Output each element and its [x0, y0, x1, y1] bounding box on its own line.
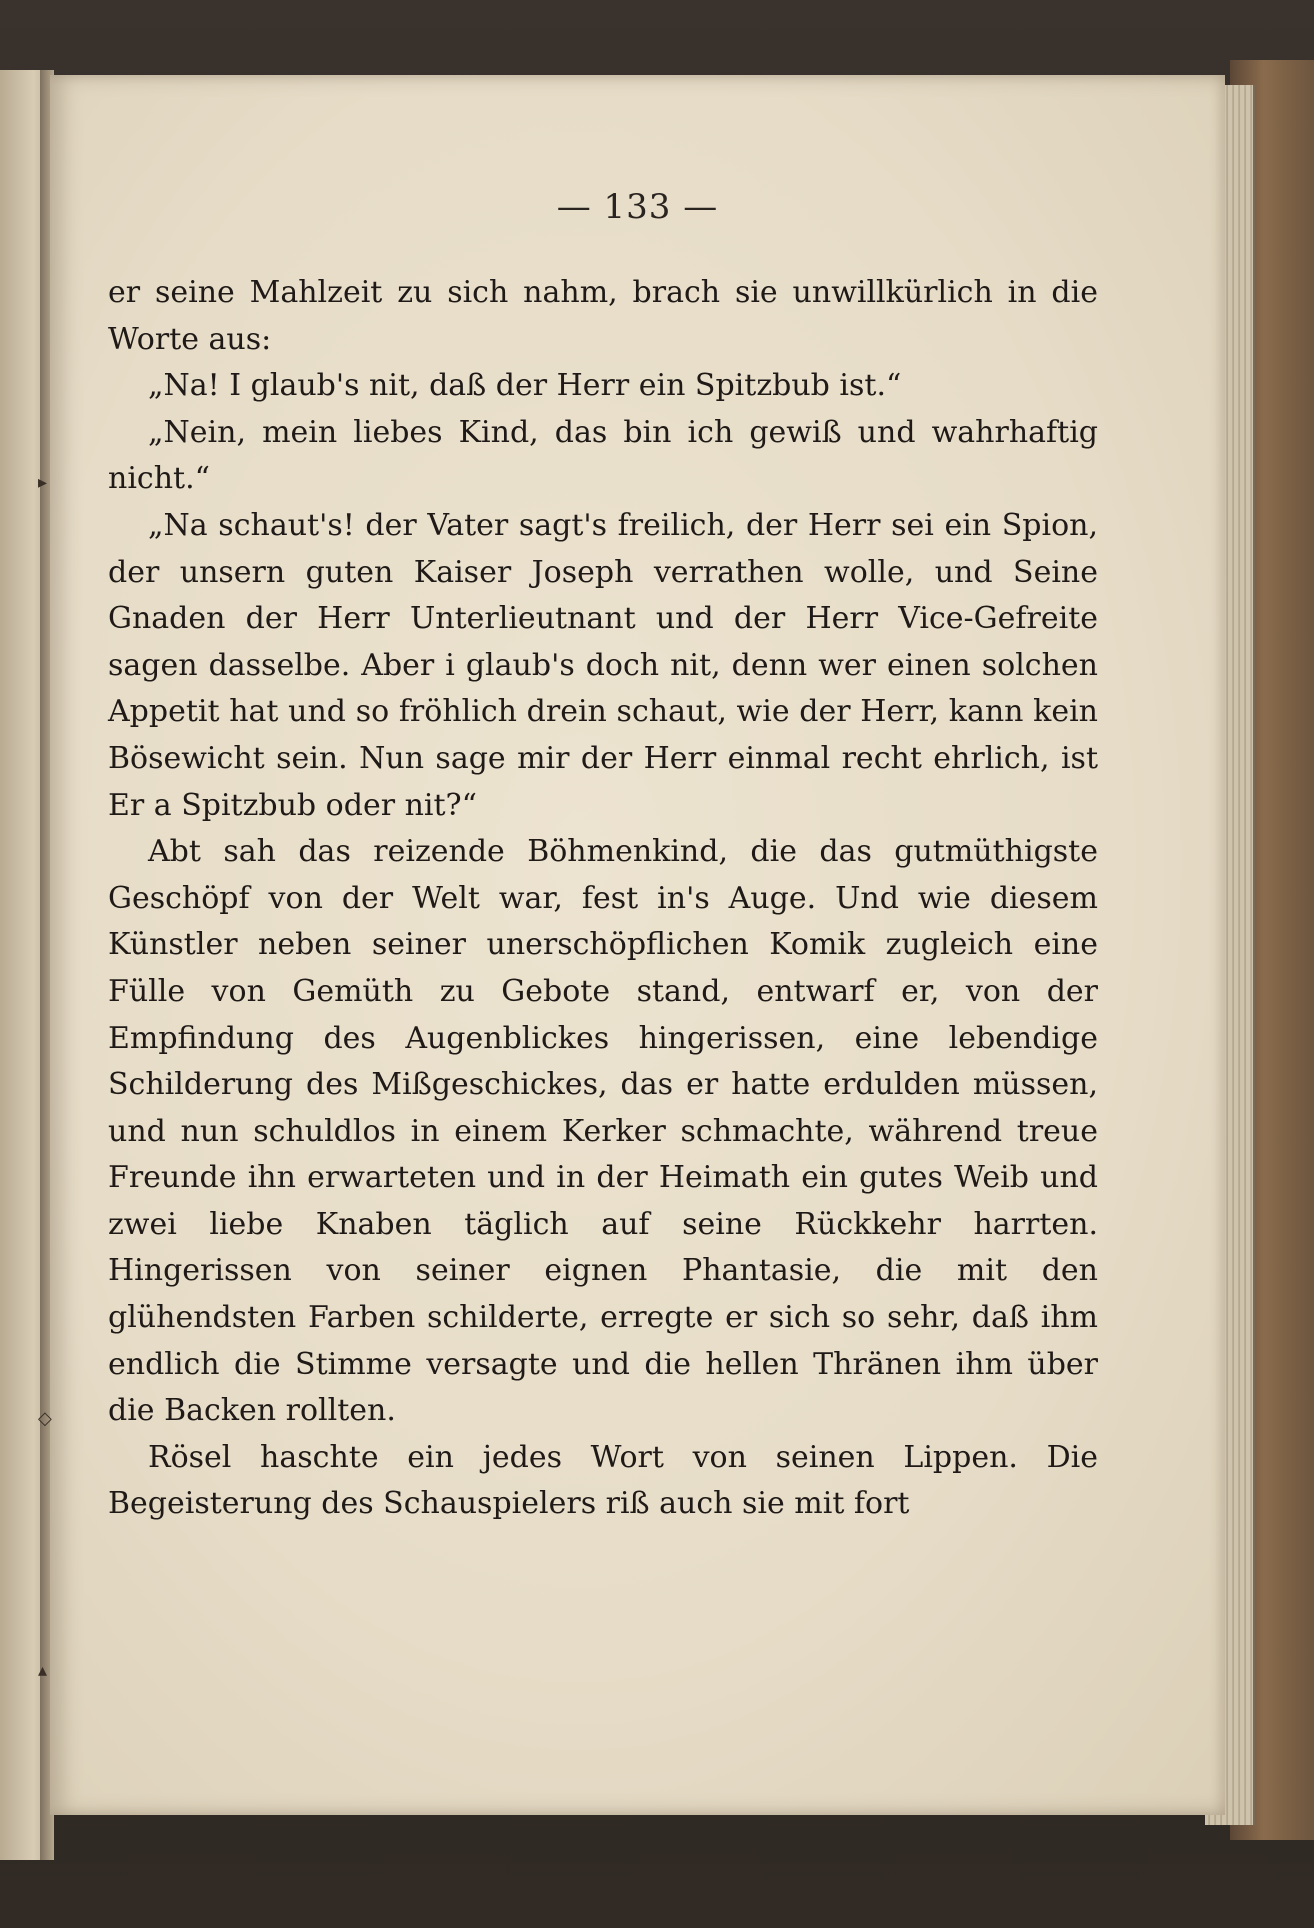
paragraph: Rösel haschte ein jedes Wort von seinen Lippen. Die Begeisterung des Schauspielers riß auch sie mit fort	[108, 1439, 1098, 1522]
margin-mark: ▴	[38, 1660, 48, 1681]
paragraph: Abt sah das reizende Böhmenkind, die das gutmüthigste Geschöpf von der Welt war, fest in's Auge. Und wie diesem Künstler neben seiner unerschöpflichen Komik zugleich eine Fülle von Gemüth zu Gebote stand, entwarf er, von der Empfindung des Augenblickes hingerissen, eine lebendige Schilderung des Mißgeschickes, das er hatte erdulden müssen, und nun schuldlos in einem Kerker schmachte, während treue Freunde ihn erwarteten und in der Heimath ein gutes Weib und zwei liebe Knaben täglich auf seine Rückkehr harrten. Hingerissen von seiner eignen Phantasie, die mit den glühendsten Farben schilderte, erregte er sich so sehr, daß ihm endlich die Stimme versagte und die hellen Thränen ihm über die Backen rollten.	[108, 834, 1098, 1429]
paragraph: „Na! I glaub's nit, daß der Herr ein Spitzbub ist.“	[148, 368, 902, 404]
body-text	[108, 270, 1098, 1528]
page-number: — 133 —	[556, 187, 719, 227]
book-page	[50, 75, 1225, 1815]
paragraph: er seine Mahlzeit zu sich nahm, brach sie unwillkürlich in die Worte aus:	[108, 275, 1098, 357]
paragraph: „Na schaut's! der Vater sagt's freilich, der Herr sei ein Spion, der unsern guten Kaiser Joseph verrathen wolle, und Seine Gnaden der Herr Unterlieutnant und der Herr Vice-Gefreite sagen dasselbe. Aber i glaub's doch nit, denn wer einen solchen Appetit hat und so fröhlich drein schaut, wie der Herr, kann kein Bösewicht sein. Nun sage mir der Herr einmal recht ehrlich, ist Er a Spitzbub oder nit?“	[108, 507, 1098, 823]
paragraph: „Nein, mein liebes Kind, das bin ich gewiß und wahrhaftig nicht.“	[108, 414, 1098, 497]
margin-mark: ◇	[38, 1408, 52, 1429]
margin-mark: ▸	[38, 472, 48, 493]
